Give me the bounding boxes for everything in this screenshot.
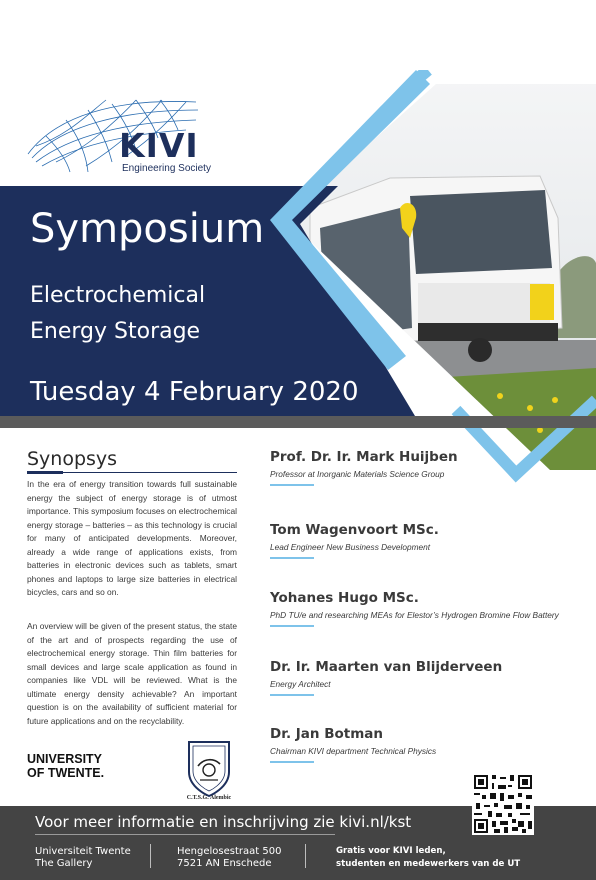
speaker-rule bbox=[270, 694, 314, 696]
event-date: Tuesday 4 February 2020 bbox=[30, 377, 359, 407]
footer-separator bbox=[150, 844, 151, 868]
speaker-name: Yohanes Hugo MSc. bbox=[270, 590, 419, 606]
subtitle-line-1: Electrochemical bbox=[30, 283, 206, 308]
speaker-rule bbox=[270, 625, 314, 627]
speaker-rule bbox=[270, 484, 314, 486]
speaker-role: Lead Engineer New Business Development bbox=[270, 542, 431, 552]
speaker-name: Dr. Jan Botman bbox=[270, 726, 384, 742]
university-twente-logo bbox=[27, 752, 104, 780]
page-title: Symposium bbox=[30, 206, 265, 252]
venue-line-2: The Gallery bbox=[35, 858, 93, 869]
speaker-rule bbox=[270, 557, 314, 559]
speaker-role: PhD TU/e and researching MEAs for Elestor’s Hydrogen Bromine Flow Battery bbox=[270, 610, 559, 620]
speaker-role: Chairman KIVI department Technical Physics bbox=[270, 746, 437, 756]
speaker-name: Dr. Ir. Maarten van Blijderveen bbox=[270, 659, 503, 675]
footer-separator bbox=[305, 844, 306, 868]
speaker-name: Tom Wagenvoort MSc. bbox=[270, 522, 439, 538]
crest-icon bbox=[184, 738, 234, 800]
speaker-name: Prof. Dr. Ir. Mark Huijben bbox=[270, 449, 458, 465]
kivi-logo bbox=[26, 96, 226, 180]
footer-address bbox=[177, 846, 281, 870]
synopsis-paragraph-1: In the era of energy transition towards full sustainable energy the subject of energy storage is of utmost importance. This symposium focuses on electrochemical energy storage – batteries – as this technology is crucial for many of anticipated developments. Moreover, already a wide range of applications exists, from batteries in electronic devices such as tablets, smart phones and laptops to large size batteries in electrical bicycles, cars and so on. bbox=[27, 479, 237, 597]
synopsis-heading: Synopsys bbox=[27, 448, 118, 470]
synopsis-rule-accent bbox=[27, 471, 63, 474]
ctsg-label: C.T.S.G. Alembic bbox=[186, 795, 232, 801]
footer-rule bbox=[35, 834, 335, 835]
speaker-item bbox=[270, 449, 590, 486]
speaker-role: Professor at Inorganic Materials Science Group bbox=[270, 469, 445, 479]
venue-line-1: Universiteit Twente bbox=[35, 846, 131, 857]
speaker-item bbox=[270, 726, 590, 763]
footer-free-note bbox=[336, 845, 520, 871]
speaker-item bbox=[270, 590, 590, 627]
synopsis-paragraph-2: An overview will be given of the present status, the state of the art and of prospects regarding the use of electrochemical energy storage. Thin film batteries for small devices and large scale application as found in companies like VDL will be reviewed. What is the ultimate energy density achievable? An important question is on the availability of sufficient material for future applications and on the recyclability. bbox=[27, 621, 237, 726]
footer-venue bbox=[35, 846, 131, 870]
qr-code-icon[interactable] bbox=[472, 773, 534, 835]
logo-wordmark: KIVI bbox=[119, 126, 199, 165]
address-line-2: 7521 AN Enschede bbox=[177, 858, 272, 869]
free-line-1: Gratis voor KIVI leden, bbox=[336, 846, 446, 856]
speaker-item bbox=[270, 522, 590, 559]
divider-strip bbox=[0, 416, 596, 428]
footer-info-link[interactable]: Voor meer informatie en inschrijving zie kivi.nl/kst bbox=[35, 813, 412, 831]
event-subtitle bbox=[30, 278, 290, 350]
ut-line-1: UNIVERSITY bbox=[27, 752, 103, 766]
speaker-rule bbox=[270, 761, 314, 763]
address-line-1: Hengelosestraat 500 bbox=[177, 846, 282, 857]
subtitle-line-2: Energy Storage bbox=[30, 319, 201, 344]
logo-subtitle: Engineering Society bbox=[122, 163, 211, 174]
speaker-role: Energy Architect bbox=[270, 679, 331, 689]
free-line-2: studenten en medewerkers van de UT bbox=[336, 859, 521, 869]
ut-line-2: OF TWENTE. bbox=[27, 766, 105, 780]
speaker-item bbox=[270, 659, 590, 696]
